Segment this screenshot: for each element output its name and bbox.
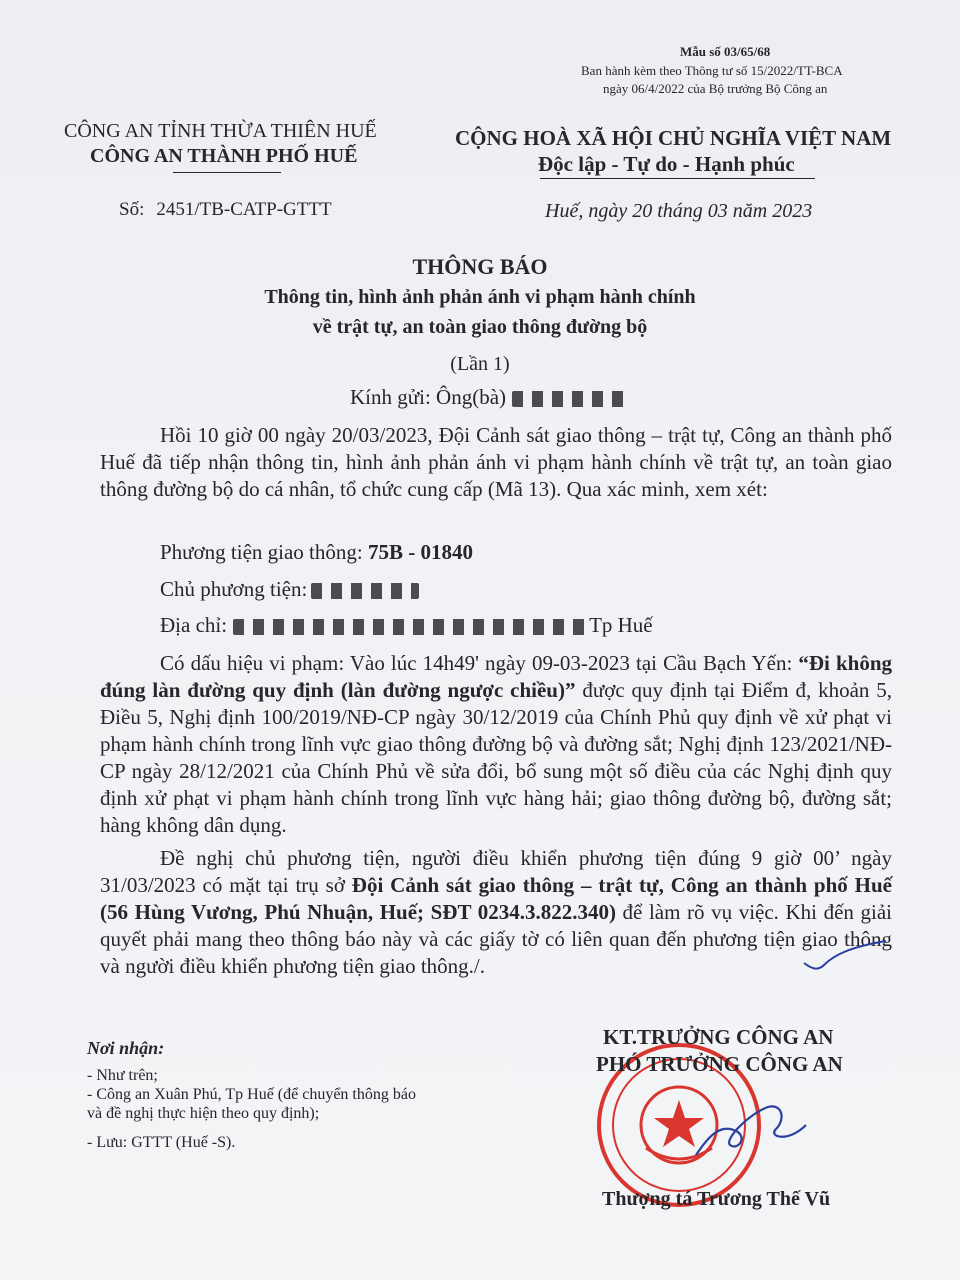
request-paragraph (100, 845, 892, 980)
owner-line (160, 577, 419, 602)
signature-title-1: KT.TRƯỞNG CÔNG AN (603, 1025, 834, 1049)
motto: Độc lập - Tự do - Hạnh phúc (538, 152, 795, 176)
handwritten-signature (690, 1085, 810, 1165)
signature-title-2: PHÓ TRƯỞNG CÔNG AN (596, 1052, 843, 1076)
recipient-item: - Lưu: GTTT (Huế -S). (87, 1134, 236, 1151)
document-title: THÔNG BÁO (412, 254, 548, 279)
vehicle-label: Phương tiện giao thông: (160, 540, 363, 564)
subtitle-line-2: về trật tự, an toàn giao thông đường bộ (312, 316, 648, 338)
subtitle-line-1: Thông tin, hình ảnh phản ánh vi phạm hành chính (264, 286, 696, 308)
request-rest: để làm rõ vụ việc. Khi đến giải quyết phải mang theo thông báo này và các giấy tờ có liên quan đến phương tiện giao thông và người điều khiển phương tiện giao thông./. (100, 900, 892, 978)
request-place: Đội Cảnh sát giao thông – trật tự, Công an thành phố Huế (56 Hùng Vương, Phú Nhuận, Huế; SĐT 0234.3.822.340) (100, 873, 892, 924)
address-line (160, 613, 653, 638)
issued-with: Ban hành kèm theo Thông tư số 15/2022/TT-BCA (581, 63, 843, 78)
attempt-number: (Lần 1) (450, 353, 510, 375)
vehicle-plate: 75B - 01840 (367, 540, 473, 564)
violation-type: “Đi không đúng làn đường quy định (làn đường ngược chiều)” (100, 651, 892, 702)
redacted-address (233, 619, 585, 635)
recipients-heading: Nơi nhận: (87, 1038, 165, 1058)
salutation-label: Kính gửi: Ông(bà) (350, 385, 507, 409)
violation-legal-basis: được quy định tại Điểm đ, khoản 5, Điều 5, Nghị định 100/2019/NĐ-CP ngày 30/12/2019 của Chính Phủ quy định về xử phạt vi phạm hành chính trong lĩnh vực giao thông đường bộ và đường sắt; Nghị định 123/2021/NĐ-CP ngày 28/12/2021 của Chính Phủ về sửa đổi, bổ sung một số điều của các Nghị định quy định xử phạt vi phạm hành chính trong lĩnh vực hàng hải; giao thông đường bộ, đường sắt; hàng không dân dụng. (100, 678, 892, 837)
address-tail: Tp Huế (589, 613, 653, 637)
doc-no-label: Số: (119, 199, 145, 220)
form-code: Mẫu số 03/65/68 (680, 44, 771, 59)
address-label: Địa chỉ: (160, 613, 228, 637)
issued-date: ngày 06/4/2022 của Bộ trưởng Bộ Công an (603, 81, 828, 96)
owner-label: Chủ phương tiện: (160, 577, 308, 601)
salutation (350, 385, 630, 410)
vehicle-line (160, 540, 473, 565)
document-number (119, 199, 332, 221)
signer-name: Thượng tá Trương Thế Vũ (602, 1188, 831, 1210)
handwritten-check-mark (800, 935, 890, 975)
recipient-item: - Như trên; (87, 1067, 158, 1084)
agency-name: CÔNG AN THÀNH PHỐ HUẾ (90, 145, 358, 167)
intro-paragraph: Hồi 10 giờ 00 ngày 20/03/2023, Đội Cảnh sát giao thông – trật tự, Công an thành phố Huế đã tiếp nhận thông tin, hình ảnh phản ánh vi phạm hành chính về trật tự, an toàn giao thông đường bộ do cá nhân, tổ chức cung cấp (Mã 13). Qua xác minh, xem xét: (100, 423, 892, 501)
place-date: Huế, ngày 20 tháng 03 năm 2023 (545, 200, 813, 222)
agency-underline (173, 172, 281, 173)
motto-underline (540, 178, 815, 179)
request-intro: Đề nghị chủ phương tiện, người điều khiển phương tiện đúng 9 giờ 00’ ngày 31/03/2023 có mặt tại trụ sở (100, 846, 892, 897)
redacted-owner (311, 583, 419, 599)
doc-no-value: 2451/TB-CATP-GTTT (156, 199, 332, 220)
agency-parent: CÔNG AN TỈNH THỪA THIÊN HUẾ (64, 120, 377, 142)
nation-title: CỘNG HOÀ XÃ HỘI CHỦ NGHĨA VIỆT NAM (455, 126, 892, 150)
violation-paragraph (100, 650, 892, 839)
redacted-name (512, 391, 630, 407)
violation-intro: Có dấu hiệu vi phạm: Vào lúc 14h49' ngày 09-03-2023 tại Cầu Bạch Yến: (160, 651, 793, 675)
recipient-item: - Công an Xuân Phú, Tp Huế (để chuyển thông báo (87, 1086, 416, 1103)
recipient-item: và đề nghị thực hiện theo quy định); (87, 1105, 320, 1122)
